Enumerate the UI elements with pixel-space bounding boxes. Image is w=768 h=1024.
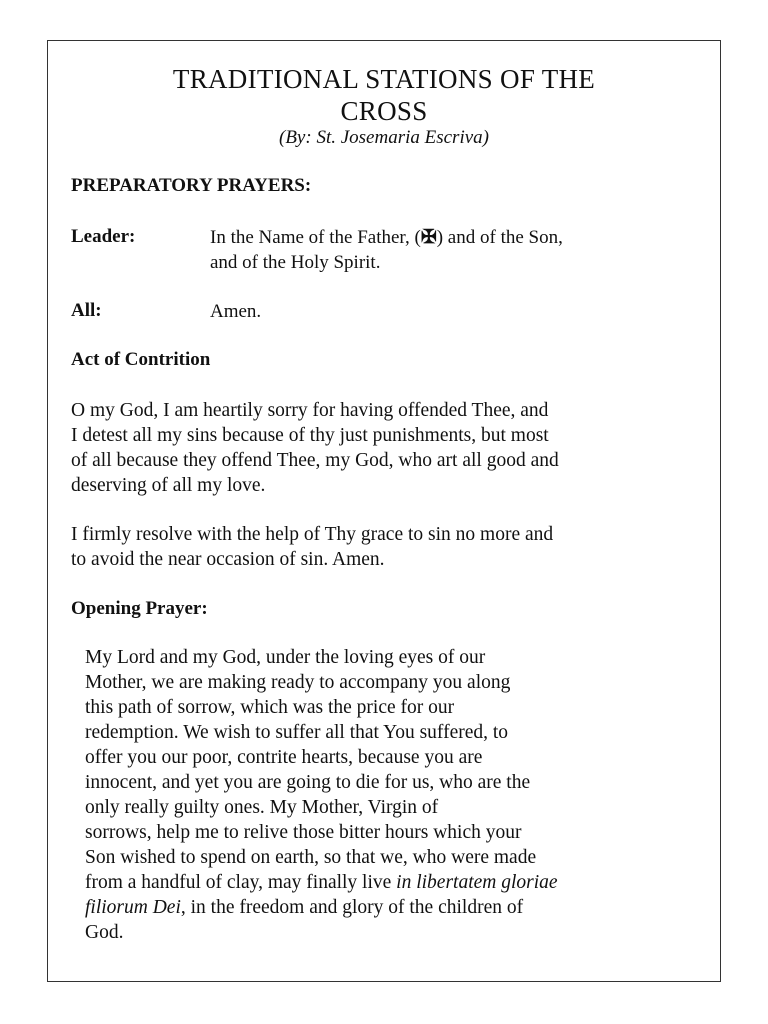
leader-label: Leader: [71, 226, 136, 247]
text-line: Mother, we are making ready to accompany you along [85, 672, 511, 693]
latin-phrase-end: filiorum Dei [85, 897, 181, 918]
all-label: All: [71, 300, 102, 321]
text-line: offer you our poor, contrite hearts, because you are [85, 747, 483, 768]
text-line: innocent, and yet you are going to die for us, who are the [85, 772, 531, 793]
cross-icon: ✠ [420, 227, 437, 248]
latin-phrase-start: in libertatem gloriae [396, 872, 558, 893]
document-title [48, 63, 720, 127]
leader-line-1-end: ) and of the Son, [436, 227, 563, 248]
leader-text [210, 225, 710, 275]
title-line-1: TRADITIONAL STATIONS OF THE [172, 64, 596, 94]
text-line: this path of sorrow, which was the price for our [85, 697, 455, 718]
all-text: Amen. [210, 301, 262, 322]
byline: (By: St. Josemaria Escriva) [279, 127, 489, 148]
text-line: to avoid the near occasion of sin. Amen. [71, 549, 385, 570]
text-line: deserving of all my love. [71, 475, 266, 496]
text-line: Son wished to spend on earth, so that we, who were made [85, 847, 537, 868]
text-line [85, 895, 685, 920]
text-line: sorrows, help me to relive those bitter hours which your [85, 822, 522, 843]
text-line [85, 870, 685, 895]
text-line: of all because they offend Thee, my God, who art all good and [71, 450, 559, 471]
title-line-2: CROSS [340, 96, 428, 126]
text-line: redemption. We wish to suffer all that You suffered, to [85, 722, 509, 743]
text-segment: from a handful of clay, may finally live [85, 872, 397, 893]
opening-heading: Opening Prayer: [71, 598, 208, 619]
contrition-paragraph-2 [71, 522, 711, 572]
text-line: O my God, I am heartily sorry for having offended Thee, and [71, 400, 549, 421]
opening-prayer [85, 645, 685, 945]
contrition-heading: Act of Contrition [71, 349, 211, 370]
text-segment: , in the freedom and glory of the children of [180, 897, 524, 918]
text-line: God. [85, 922, 124, 943]
text-line: My Lord and my God, under the loving eyes of our [85, 647, 486, 668]
text-line: only really guilty ones. My Mother, Virgin of [85, 797, 439, 818]
leader-line-1-start: In the Name of the Father, ( [210, 227, 421, 248]
preparatory-heading: PREPARATORY PRAYERS: [71, 175, 312, 196]
contrition-paragraph-1 [71, 398, 711, 498]
leader-line-1 [210, 225, 710, 250]
text-line: I detest all my sins because of thy just punishments, but most [71, 425, 549, 446]
leader-line-2: and of the Holy Spirit. [210, 252, 381, 273]
text-line: I firmly resolve with the help of Thy grace to sin no more and [71, 524, 554, 545]
document-page [47, 40, 721, 982]
